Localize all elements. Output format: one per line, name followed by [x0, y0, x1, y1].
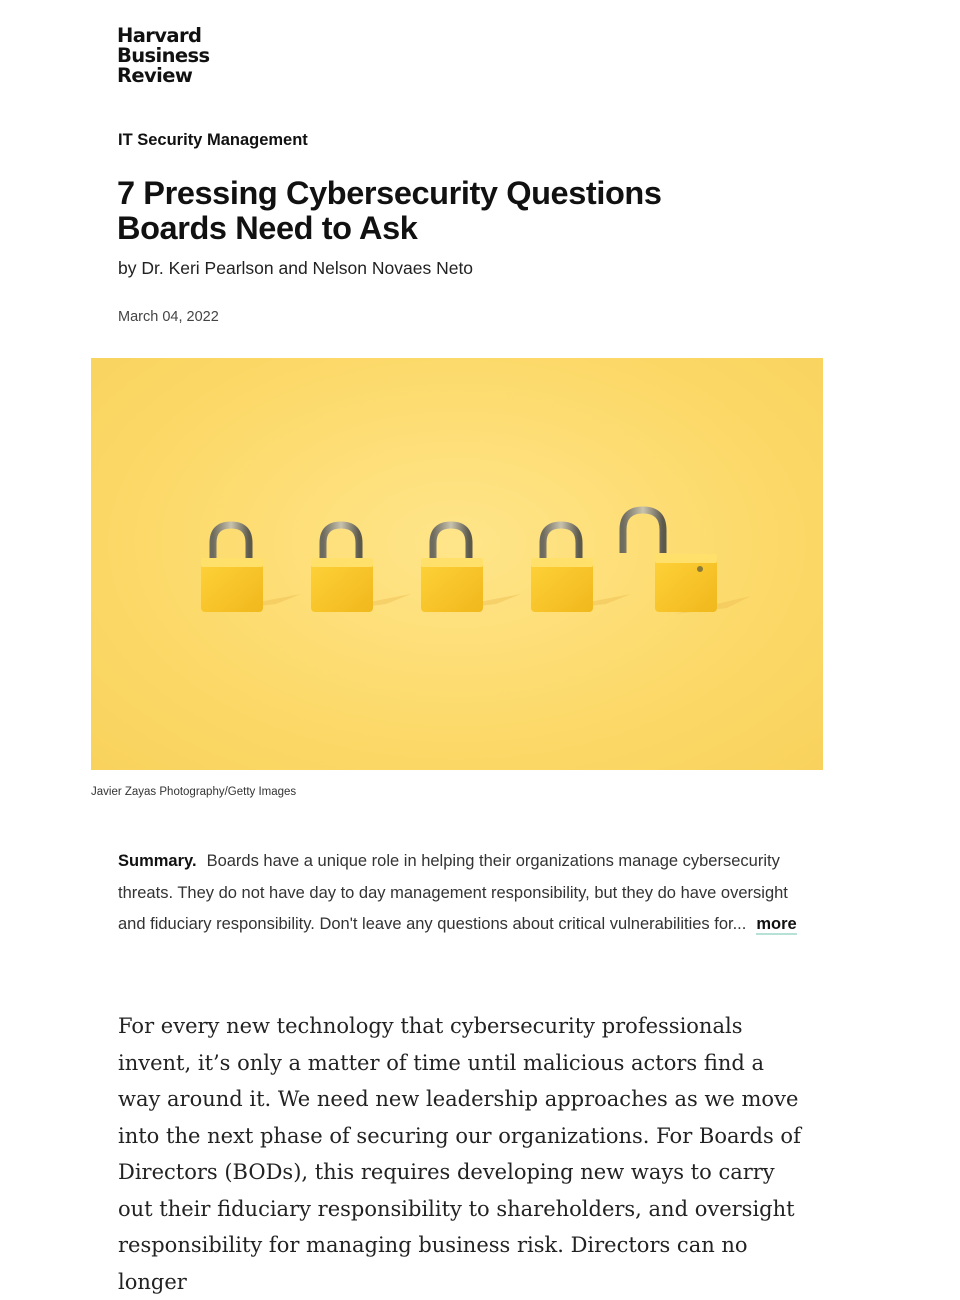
- hbr-logo[interactable]: [117, 26, 210, 86]
- topic-link[interactable]: IT Security Management: [118, 131, 308, 149]
- more-link[interactable]: more: [756, 915, 797, 933]
- logo-line-1: Harvard: [117, 24, 202, 47]
- padlock-icon: [311, 525, 411, 612]
- logo-line-2: Business: [117, 44, 210, 67]
- article-body-paragraph: For every new technology that cybersecurity professionals invent, it’s only a matter of time until malicious actors find a way around it. We need new leadership approaches as we move into the next phase of securing our organizations. For Boards of Directors (BODs), this requires developing new ways to carry out their fiduciary responsibility to shareholders, and oversight responsibility for managing business risk. Directors can no longer: [118, 1014, 801, 1294]
- image-credit: Javier Zayas Photography/Getty Images: [91, 786, 297, 798]
- padlock-icon: [201, 525, 301, 612]
- padlocks-illustration: [91, 358, 823, 770]
- padlock-icon: [421, 525, 521, 612]
- article-byline: by Dr. Keri Pearlson and Nelson Novaes Neto: [118, 258, 474, 278]
- article-title: 7 Pressing Cybersecurity Questions Boards Need to Ask: [117, 175, 662, 246]
- padlock-icon: [531, 525, 631, 612]
- hero-image: [91, 358, 823, 770]
- article-summary: [118, 846, 798, 941]
- unlocked-padlock-icon: [623, 510, 751, 614]
- logo-line-3: Review: [117, 64, 193, 87]
- summary-text: Boards have a unique role in helping their organizations manage cybersecurity threats. They do not have day to day management responsibility, but they do have oversight and fiduciary responsibility. Don't leave any questions about critical vulnerabilities for...: [118, 852, 788, 933]
- article-date: March 04, 2022: [118, 309, 219, 325]
- summary-label: Summary.: [118, 852, 197, 870]
